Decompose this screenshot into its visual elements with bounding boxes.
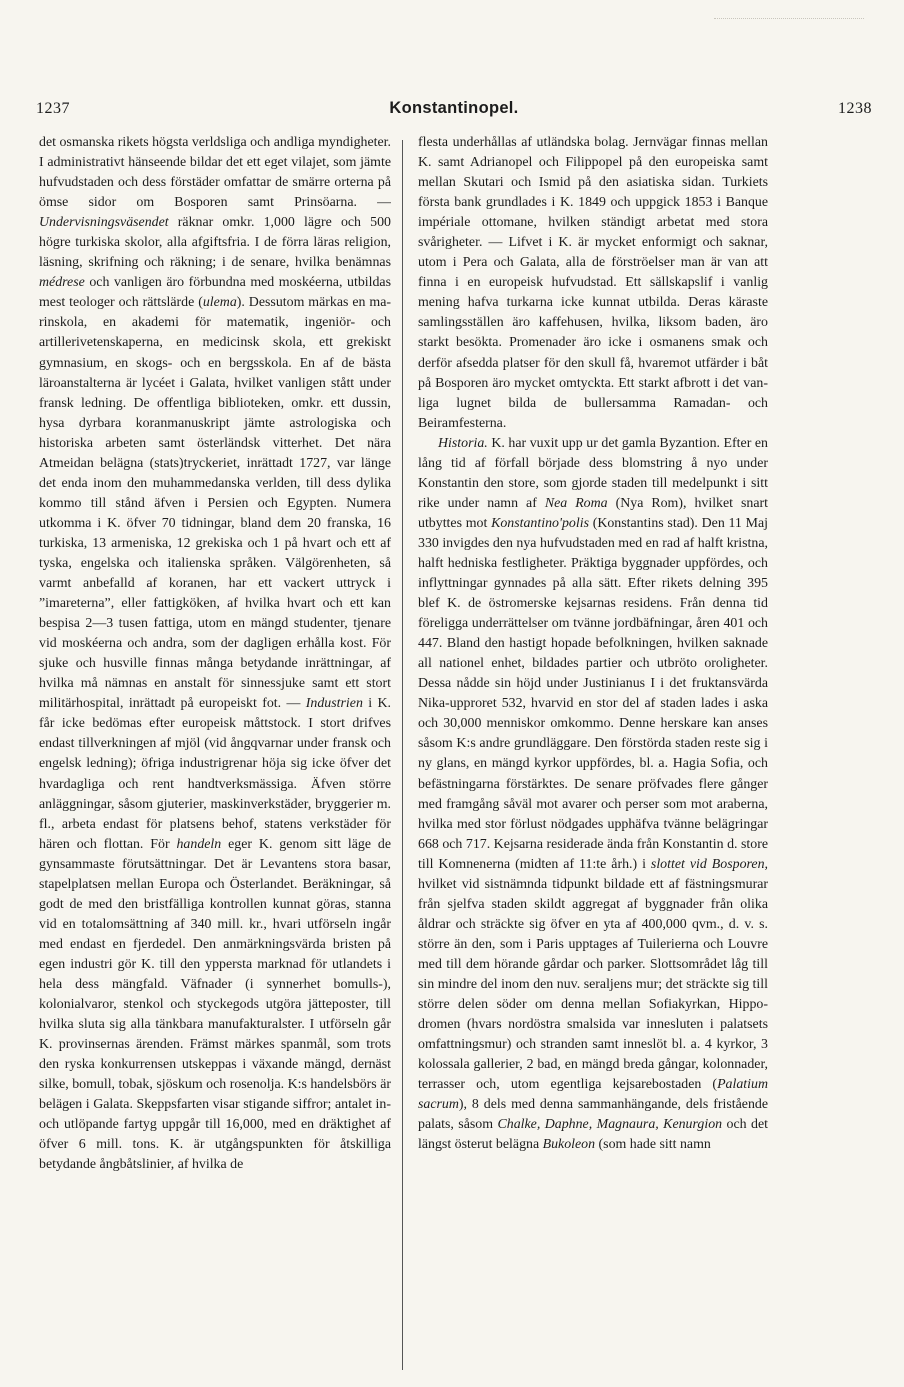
italic-term: Konstantino'polis [491, 515, 589, 531]
text-run: ), 8 dels med denna sammanhängande, dels fristående palats, såsom [418, 1097, 768, 1133]
text-run: (som hade sitt namn [595, 1137, 711, 1153]
text-run: i K. får icke bedömas efter europeisk måttstock. I stort drifves endast tillverkningen af mjöl (vid ångqvarnar under fransk och engelsk ledning); öfriga industrigrenar höja sig icke öfver det hvardagliga och rent handtverksmässiga. Äfven större anläggningar, såsom gjuterier, maskinverkstäder, bryggerier m. fl., arbeta endast för platsens behof, statens verkstäder för hären och flottan. För [39, 696, 391, 852]
page-number-left: 1237 [36, 100, 70, 117]
text-run: K. har vuxit upp ur det gamla Byzantion. Efter en lång tid af förfall började dess blomstring å nyo under Konstantin den store, som gjorde staden till medelpunkt i sitt rike under namn af [418, 435, 768, 511]
right-paragraph-2 [418, 434, 768, 1156]
italic-term: Undervisningsväsendet [39, 215, 169, 231]
text-run: räknar omkr. 1,000 lägre och 500 högre turkiska skolor, alla afgiftsfria. I de förra läras religion, läsning, skrifning och räkning; i de senare, hvilka benämnas [39, 215, 391, 271]
text-run: hvilket vid sistnämnda tidpunkt bildade ett af fästningsmurar från sjelfva staden skildt aggregat af byggnader från olika åldrar och sträckte sig öfver en yta af 400,000 qvm., d. v. s. större än den, som i Paris upptages af Tuilerierna och Louvre med till dem hörande gårdar och parker. Slottsområdet låg till sin mindre del inom den nuv. seraljens mur; det sträckte sig till större delen söder om denna mellan Sofiakyrkan, Hippodromen (hvars nordöstra smalsida var innesluten i palatsets omfattningsmur) och stranden samt inneslöt bl. a. 4 kyrkor, 3 kolossala gallerier, 2 bad, en mängd breda gångar, kolonnader, terrasser och, utom egentliga kejsarebostaden ( [418, 876, 768, 1093]
text-run: eger K. genom sitt läge de gynsammaste förutsättningar. Det är Levantens stora basar, stapelplatsen mellan Europa och Österlandet. Beräkningar, så godt de med den bristfälliga kontrollen kunnat göras, stanna vid en totalomsättning af 340 mill. kr., hvari utförseln ingår med endast en fjerdedel. Den anmärkningsvärda bristen på egen industri gör K. till den yppersta marknad för utlandets i hela dess mängfald. Väfnader (i synnerhet bomulls-), kolonialvaror, stenkol och styckegods utgöra jätteposter, till hvilka sluta sig alla tänkbara manufakturalster. I utförseln går K. provinsernas ärenden. Främst märkes spanmål, som trots den ryska konkurrensen utskeppas i växande mängd, dernäst silke, bomull, tobak, sjöskum och rosenolja. K:s handelsbörs är belägen i Galata. Skeppsfarten visar stigande siffror; antalet in- och utlöpande fartyg uppgår till 16,000, med en dräktighet af öfver 6 mill. tons. K. är utgångspunkten för åtskilliga betydande ångbåtslinier, af hvilka de [39, 836, 391, 1173]
text-run: (Konstantins stad). Den 11 Maj 330 invigdes den nya hufvudstaden med en rad af halft kristna, halft hedniska festligheter. Präktiga byggnader uppfördes, och inflyttningar gynnades på alla sätt. Efter rikets delning 395 blef K. de östromerske kejsarnas residens. Från denna tid föreligga underrättelser om tvänne jordbäfningar, åren 401 och 447. Bland den hastigt hopade befolkningen, hvilken saknade all nationel enhet, bildades partier och utbröto oroligheter. Dessa nådde sin höjd under Justinianus I i det fruktansvärda Nika-upproret 532, hvarvid en stor del af staden lades i aska och 30,000 menniskor omkommo. Denne herskare kan anses såsom K:s andre grundläggare. Den förstörda staden reste sig i ny glans, en mängd kyrkor uppfördes, bl. a. Hagia Sofia, och befästningarna förstärktes. De senare pröfvades flere gånger med framgång såväl mot avarer och perser som mot araberna, hvilka med stor förlust nödgades upphäfva tvänne belägringar 668 och 717. Kejsarna residerade ända från Konstantin d. store till Komnenerna (midten af 11:te årh.) i [418, 515, 768, 872]
left-paragraph-1 [39, 133, 391, 1175]
right-column [418, 133, 768, 1373]
scan-artifact-line [714, 18, 864, 19]
text-run: ). Dessutom märkas en marinskola, en akademi för matematik, ingeniör- och artillerivetenskaperna, en medicinsk skola, ett grekiskt gymnasium, en skogs- och en bergsskola. En af de bästa läroanstalterna är lycéet i Galata, hvilket vanligen stått under fransk ledning. De offentliga biblioteken, omkr. ett dussin, hysa dyrbara koranmanuskript jämte astrologiska och historiska arbeten samt österländsk vitterhet. Det nära Atmeidan belägna (stats)tryckeriet, inrättadt 1727, var länge det enda inom den muhammedanska verlden, till dess dylika kommo till stånd äfven i Persien och Egypten. Numera utkomma i K. öfver 70 tidningar, bland dem 20 franska, 16 turkiska, 13 armeniska, 12 grekiska och 1 på hvart och ett af tyska, engelska och italienska språken. Välgörenheten, så varmt anbefalld af koranen, har ett vackert uttryck i ”imareterna”, eller fattigköken, af hvilka hvart och ett kan bespisa 2—3 tusen fattiga, utom en mängd studenter, tjenare vid moskéerna och andra, som der dagligen erhålla kost. För sjuke och husville finnas många betydande inrättningar, af hvilka må nämnas en anstalt för sinnessjuke samt ett stort militärhospital, inrättadt på europeiskt fot. — [39, 295, 391, 712]
italic-term: Historia. [438, 435, 488, 451]
running-title: Konstantinopel. [389, 99, 519, 117]
text-run: och det längst österut belägna [418, 1117, 768, 1153]
italic-term: Nea Roma [544, 495, 608, 511]
column-divider [402, 140, 403, 1370]
left-column [39, 133, 391, 1373]
page-number-right: 1238 [838, 100, 872, 117]
text-run: det osmanska rikets högsta verldsliga och andliga myndigheter. I administrativt hänseende bildar det ett eget vilajet, som jämte hufvudstaden och dess förstäder omfattar de smärre orterna på ömse sidor om Bosporen samt Prinsöarna. — [39, 135, 391, 211]
italic-term: Chalke, Daphne, Magnaura, Kenurgion [497, 1117, 723, 1133]
italic-term: Palatium sacrum [418, 1077, 768, 1113]
text-run: flesta underhållas af utländska bolag. Jernvägar finnas mellan K. samt Adrianopel och Filippopel på den europeiska samt mellan Skutari och Ismid på den asiatiska sidan. Turkiets första bank grundlades i K. 1849 och uppgick 1853 i Banque impériale ottomane, hvilken ständigt arbetat med stora svårigheter. — Lifvet i K. är mycket enformigt och saknar, utom i Pera och Galata, alla de förströelser man är van att finna i en europeisk hufvudstad. Ett sällskapslif i vanlig mening hafva turkarna icke kunnat utbilda. Deras käraste samlingsställen äro kaffehusen, hvilka, liksom baden, äro starkt besökta. Promenader äro icke i osmanens smak och derför afsedda platser för den skull få, hvaremot utfärder i båt på Bosporen äro mycket omtyckta. Ett starkt afbrott i det vanliga lugnet bilda de bullersamma Ramadan- och Beiramfesterna. [418, 135, 768, 431]
italic-term: Bukoleon [542, 1137, 596, 1153]
page-header [36, 100, 872, 126]
italic-term: Industrien [305, 696, 363, 712]
text-run: och vanligen äro förbundna med moskéerna, utbildas mest teologer och rättslärde ( [39, 275, 391, 311]
italic-term: handeln [176, 836, 222, 852]
italic-term: slottet vid Bosporen, [650, 856, 768, 872]
text-run: (Nya Rom), hvilket snart utbyttes mot [418, 495, 768, 531]
italic-term: ulema [202, 295, 237, 311]
italic-term: médrese [39, 275, 85, 291]
right-paragraph-1 [418, 133, 768, 434]
